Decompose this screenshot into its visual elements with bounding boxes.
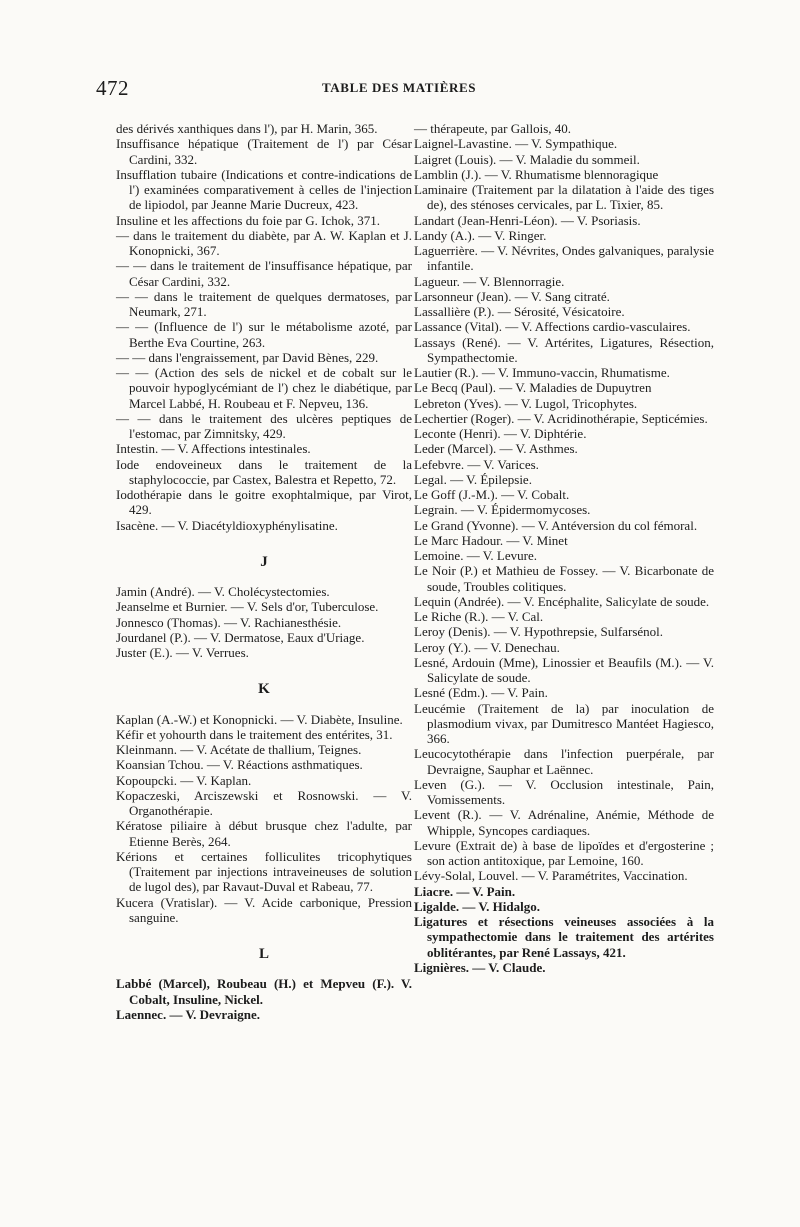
index-entry: Leucémie (Traitement de la) par inoculation de plasmodium vivax, par Dumitresco Mantéet Hagiesco, 366. <box>414 700 714 746</box>
entry-list-l <box>116 976 412 1022</box>
index-entry: Lesné, Ardouin (Mme), Linossier et Beaufils (M.). — V. Salicylate de soude. <box>414 654 714 685</box>
index-entry: Kleinmann. — V. Acétate de thallium, Teignes. <box>116 742 362 757</box>
index-entry: Levent (R.). — V. Adrénaline, Anémie, Méthode de Whipple, Syncopes cardiaques. <box>414 807 714 838</box>
index-entry: Isacène. — V. Diacétyldioxyphénylisatine. <box>116 517 338 533</box>
index-entry: Ligatures et résections veineuses associées à la sympathectomie dans le traitement des artérites oblitérantes, par René Lassays, 421. <box>414 914 714 960</box>
index-entry: Ligalde. — V. Hidalgo. <box>414 898 540 914</box>
index-entry: Landy (A.). — V. Ringer. <box>414 227 547 243</box>
index-entry: Kopaczeski, Arciszewski et Rosnowski. — V. Organothérapie. <box>116 787 412 818</box>
index-entry: Insuffisance hépatique (Traitement de l') par César Cardini, 332. <box>116 136 412 167</box>
index-entry: Jeanselme et Burnier. — V. Sels d'or, Tuberculose. <box>116 599 379 615</box>
index-entry: Kérions et certaines folliculites tricophytiques (Traitement par injections intraveineuses de solution de lugol des), par Ravaut-Duval et Rabeau, 77. <box>116 848 412 895</box>
index-entry: Leroy (Y.). — V. Denechau. <box>414 639 560 655</box>
running-title: TABLE DES MATIÈRES <box>322 80 477 95</box>
index-entry: Leroy (Denis). — V. Hypothrepsie, Sulfarsénol. <box>414 624 664 640</box>
index-entry: — — (Action des sels de nickel et de cobalt sur le pouvoir hypoglycémiant de l') chez le diabétique, par Marcel Labbé, H. Roubeau et F. Nepveu, 136. <box>116 365 412 411</box>
index-entry: Jamin (André). — V. Cholécystectomies. <box>116 584 330 599</box>
index-entry: Intestin. — V. Affections intestinales. <box>116 441 311 457</box>
index-entry: Jourdanel (P.). — V. Dermatose, Eaux d'Uriage. <box>116 629 365 645</box>
index-entry: Laguerrière. — V. Névrites, Ondes galvaniques, paralysie infantile. <box>414 243 714 274</box>
index-entry: Kaplan (A.-W.) et Konopnicki. — V. Diabète, Insuline. <box>116 711 403 727</box>
index-entry: Leder (Marcel). — V. Asthmes. <box>414 441 578 457</box>
index-entry: Labbé (Marcel), Roubeau (H.) et Mepveu (F.). V. Cobalt, Insuline, Nickel. <box>116 976 412 1007</box>
index-entry: Liacre. — V. Pain. <box>414 883 516 899</box>
index-entry: Leucocytothérapie dans l'infection puerpérale, par Devraigne, Sauphar et Laënnec. <box>414 746 714 777</box>
index-entry: Jonnesco (Thomas). — V. Rachianesthésie. <box>116 614 342 630</box>
index-entry: des dérivés xanthiques dans l'), par H. Marin, 365. <box>116 121 378 136</box>
index-entry: Legrain. — V. Épidermomycoses. <box>414 502 591 518</box>
index-entry: Lequin (Andrée). — V. Encéphalite, Salicylate de soude. <box>414 593 710 609</box>
index-entry: Insufflation tubaire (Indications et contre-indications de l') examinées comparativement à celles de l'injection de lipiodol, par Jeanne Marie Ducreux, 423. <box>116 166 412 213</box>
index-entry: Lesné (Edm.). — V. Pain. <box>414 685 548 701</box>
index-entry: Landart (Jean-Henri-Léon). — V. Psoriasis. <box>414 212 641 228</box>
index-entry: Insuline et les affections du foie par G. Ichok, 371. <box>116 212 381 228</box>
section-letter-l: L <box>258 946 269 962</box>
index-entry: — — dans le traitement des ulcères peptiques de l'estomac, par Zimnitsky, 429. <box>116 410 412 441</box>
index-entry: Koansian Tchou. — V. Réactions asthmatiques. <box>116 757 363 773</box>
index-entry: Lefebvre. — V. Varices. <box>414 456 539 472</box>
index-entry: Laminaire (Traitement par la dilatation à l'aide des tiges de), des sténoses cervicales, par L. Tixier, 85. <box>414 182 714 213</box>
index-entry: Levure (Extrait de) à base de lipoïdes et d'ergosterine ; son action antitoxique, par Lemoine, 160. <box>414 837 714 868</box>
index-entry: Le Goff (J.-M.). — V. Cobalt. <box>414 487 570 502</box>
index-entry: Laennec. — V. Devraigne. <box>116 1006 260 1022</box>
index-entry: — — dans le traitement de quelques dermatoses, par Neumark, 271. <box>116 288 412 319</box>
index-entry: Laignel-Lavastine. — V. Sympathique. <box>414 136 618 152</box>
section-letter-j: J <box>260 553 268 570</box>
index-entry: Lebreton (Yves). — V. Lugol, Tricophytes. <box>414 395 638 411</box>
index-entry: Lévy-Solal, Louvel. — V. Paramétrites, Vaccination. <box>414 868 688 884</box>
index-entry: Kopoupcki. — V. Kaplan. <box>116 772 252 788</box>
entry-list-a <box>116 121 412 533</box>
index-entry: Kucera (Vratislar). — V. Acide carbonique, Pression sanguine. <box>116 894 412 925</box>
index-entry: Leconte (Henri). — V. Diphtérie. <box>414 426 587 441</box>
index-entry: — thérapeute, par Gallois, 40. <box>414 121 572 136</box>
index-entry: Lassays (René). — V. Artérites, Ligatures, Résection, Sympathectomie. <box>414 334 714 365</box>
entry-list-j <box>116 584 412 660</box>
entry-list-k <box>116 712 412 926</box>
index-entry: Lautier (R.). — V. Immuno-vaccin, Rhumatisme. <box>414 365 670 380</box>
index-entry: Le Grand (Yvonne). — V. Antéversion du col fémoral. <box>414 517 698 533</box>
index-entry: Lamblin (J.). — V. Rhumatisme blennoragique <box>414 166 659 182</box>
index-entry: Lemoine. — V. Levure. <box>414 548 537 563</box>
index-entry: Juster (E.). — V. Verrues. <box>116 645 249 660</box>
index-entry: Lignières. — V. Claude. <box>414 959 546 975</box>
index-entry: Lassallière (P.). — Sérosité, Vésicatoire. <box>414 304 625 319</box>
index-entry: Lassance (Vital). — V. Affections cardio-vasculaires. <box>414 319 691 335</box>
index-entry: Le Riche (R.). — V. Cal. <box>414 609 544 624</box>
index-entry: Larsonneur (Jean). — V. Sang citraté. <box>414 288 610 304</box>
index-entry: Laigret (Louis). — V. Maladie du sommeil. <box>414 151 640 167</box>
index-entry: — — dans l'engraissement, par David Bènes, 229. <box>116 349 379 365</box>
index-entry: Iodothérapie dans le goitre exophtalmique, par Virot, 429. <box>116 487 412 518</box>
index-entry: Iode endoveineux dans le traitement de la staphylococcie, par Castex, Balestra et Repetto, 72. <box>116 456 412 487</box>
right-column <box>414 121 714 975</box>
index-entry: Le Becq (Paul). — V. Maladies de Dupuytren <box>414 380 652 396</box>
index-entry: Leven (G.). — V. Occlusion intestinale, Pain, Vomissements. <box>414 776 714 807</box>
left-column <box>116 121 412 1022</box>
page-number: 472 <box>96 76 129 100</box>
section-letter-k: K <box>258 681 270 698</box>
index-entry: — dans le traitement du diabète, par A. W. Kaplan et J. Konopnicki, 367. <box>116 227 412 258</box>
entry-list-l-continued <box>414 121 714 975</box>
index-entry: Kéfir et yohourth dans le traitement des entérites, 31. <box>116 726 393 742</box>
index-entry: Legal. — V. Épilepsie. <box>414 471 532 487</box>
index-entry: — — dans le traitement de l'insuffisance hépatique, par César Cardini, 332. <box>116 258 412 289</box>
index-entry: Lagueur. — V. Blennorragie. <box>414 273 565 289</box>
index-entry: Le Noir (P.) et Mathieu de Fossey. — V. Bicarbonate de soude, Troubles colitiques. <box>414 563 714 594</box>
index-entry: — — (Influence de l') sur le métabolisme azoté, par Berthe Eva Courtine, 263. <box>116 319 412 350</box>
index-entry: Lechertier (Roger). — V. Acridinothérapie, Septicémies. <box>414 410 708 426</box>
index-entry: Kératose piliaire à début brusque chez l'adulte, par Etienne Berès, 264. <box>116 818 412 849</box>
index-entry: Le Marc Hadour. — V. Minet <box>414 532 568 548</box>
